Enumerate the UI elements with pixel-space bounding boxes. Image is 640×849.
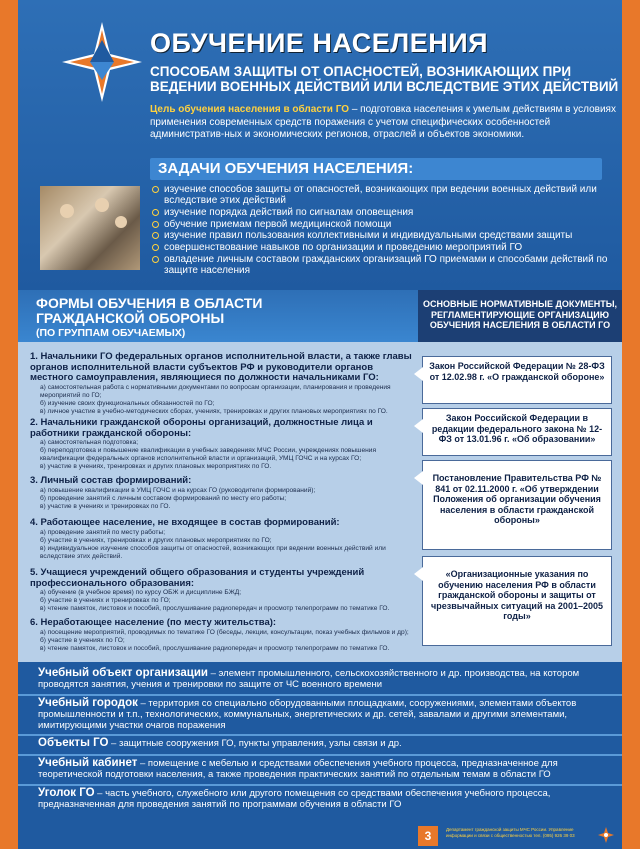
docs-heading: ОСНОВНЫЕ НОРМАТИВНЫЕ ДОКУМЕНТЫ, РЕГЛАМЕНТИРУЮЩИЕ ОРГАНИЗАЦИЮ ОБУЧЕНИЯ НАСЕЛЕНИЯ В ОБЛАСТИ ГО — [418, 290, 622, 342]
tasks-heading: ЗАДАЧИ ОБУЧЕНИЯ НАСЕЛЕНИЯ: — [150, 158, 602, 180]
definition — [38, 668, 608, 690]
form-group-item: в) участие в учениях и тренировках по ГО. — [40, 502, 171, 510]
definition — [38, 758, 608, 780]
form-group-item: б) переподготовка и повышение квалификации в учебных заведениях МЧС России, учреждениях повышения квалификации федеральных органов исполнительной власти и организаций, УМЦ ГОЧС и на курсах ГО; — [40, 447, 377, 462]
mchs-star-emblem-icon — [598, 827, 614, 843]
form-group-item: в) индивидуальное изучение способов защиты от опасностей, возникающих при ведении военных действий или вследствие этих действий. — [40, 544, 386, 560]
definition — [38, 738, 608, 749]
form-group-item: в) чтение памяток, листовок и пособий, прослушивание радиопередач и просмотр телепрограмм по тематике ГО. — [40, 605, 390, 612]
form-group-head: 4. Работающее население, не входящее в состав формирований: — [30, 517, 340, 528]
right-border — [622, 0, 640, 849]
form-group-item: а) самостоятельная подготовка; — [40, 439, 139, 446]
definition-text: – часть учебного, служебного или другого помещения со средствами обеспечения учебного процесса, предназначенная для проведения занятий по программам обучения в области ГО — [38, 788, 551, 810]
form-group-item: а) посещение мероприятий, проводимых по тематике ГО (беседы, лекции, консультации, показ учебных фильмов и др); — [40, 628, 409, 636]
doc-card: Постановление Правительства РФ № 841 от 02.11.2000 г. «Об утверждении Положения об организации обучения населения в области гражданской обороны» — [422, 460, 612, 550]
forms-subtitle: (ПО ГРУППАМ ОБУЧАЕМЫХ) — [36, 327, 186, 339]
form-group-item: б) проведение занятий с личным составом формирований по месту его работы; — [40, 494, 287, 502]
definition-term: Уголок ГО — [38, 787, 95, 799]
doc-card: «Организационные указания по обучению населения РФ в области гражданской обороны и защиты от чрезвычайных ситуаций на 2001–2005 годы» — [422, 556, 612, 646]
form-group-head: 3. Личный состав формирований: — [30, 475, 192, 486]
page-subtitle: СПОСОБАМ ЗАЩИТЫ ОТ ОПАСНОСТЕЙ, ВОЗНИКАЮЩИХ ПРИ ВЕДЕНИИ ВОЕННЫХ ДЕЙСТВИЙ ИЛИ ВСЛЕДСТВИЕ ЭТИХ ДЕЙСТВИЙ — [150, 64, 619, 94]
goal-lead: Цель обучения населения в области ГО — [150, 104, 350, 115]
definition-text: – территория со специально оборудованными площадками, сооружениями, элементами объектов промышленности и т.п., технологических, коммунальных, энергетических и др. сетей, завалами и другими элементами, имитирующими участки очагов поражения — [38, 698, 577, 731]
task-item: изучение порядка действий по сигналам оповещения — [150, 207, 610, 218]
definition-text: – элемент промышленного, сельскохозяйственного и др. производства, на котором проводятся занятия, учения и тренировки по защите от ЧС военного времени — [38, 668, 580, 690]
goal-paragraph — [150, 104, 620, 142]
goal-text: – подготовка населения к умелым действиям в условиях применения современных средств поражения с учетом специфических особенностей административ-ных и экономических регионов, отраслей и объектов экономики. — [150, 104, 616, 140]
form-group — [30, 568, 415, 613]
training-photo — [40, 186, 140, 270]
page-title: ОБУЧЕНИЕ НАСЕЛЕНИЯ — [150, 28, 489, 58]
form-group-head: 2. Начальники гражданской обороны организаций, должностные лица и работники гражданской обороны: — [30, 417, 373, 439]
form-group-item: а) повышение квалификации в УМЦ ГОЧС и на курсах ГО (руководители формирований); — [40, 486, 316, 494]
definition-term: Учебный городок — [38, 697, 138, 709]
form-group-item: а) проведение занятий по месту работы; — [40, 528, 166, 536]
form-group — [30, 418, 415, 471]
definition — [38, 788, 608, 810]
definition-term: Учебный кабинет — [38, 757, 138, 769]
form-group-item: в) чтение памяток, листовок и пособий, прослушивание радиопередач и просмотр телепрограмм по тематике ГО. — [40, 644, 390, 652]
left-border — [0, 0, 18, 849]
definition-term: Учебный объект организации — [38, 667, 208, 679]
task-item: изучение способов защиты от опасностей, возникающих при ведении военных действий или вследствие этих действий — [150, 184, 610, 206]
form-group — [30, 352, 415, 416]
definition-text: – защитные сооружения ГО, пункты управления, узлы связи и др. — [108, 738, 402, 749]
definition — [38, 698, 608, 731]
form-group-item: а) обучение (в учебное время) по курсу ОБЖ и дисциплине БЖД; — [40, 589, 242, 596]
divider — [18, 754, 622, 756]
task-item: совершенствование навыков по организации и проведению мероприятий ГО — [150, 242, 610, 253]
form-group-item: а) самостоятельная работа с нормативными документами по вопросам организации, планирования и проведения мероприятий по ГО; — [40, 383, 391, 399]
form-group-item: в) участие в учениях, тренировках и других плановых мероприятиях по ГО. — [40, 463, 272, 470]
divider — [18, 734, 622, 736]
form-group-item: б) участие в учениях и тренировках по ГО; — [40, 597, 171, 604]
task-item: изучение правил пользования коллективными и индивидуальными средствами защиты — [150, 230, 610, 241]
doc-card: Закон Российской Федерации № 28-ФЗ от 12.02.98 г. «О гражданской обороне» — [422, 356, 612, 404]
form-group — [30, 518, 415, 561]
task-item: овладение личным составом гражданских организаций ГО приемами и способами действий по защите населения — [150, 254, 610, 276]
form-group-item: б) участие в учениях, тренировках и других плановых мероприятиях по ГО; — [40, 536, 272, 544]
divider — [18, 784, 622, 786]
definition-text: – помещение с мебелью и средствами обеспечения учебного процесса, предназначенное для теоретической подготовки населения, а также проведения практических занятий по отдельным темам в области ГО — [38, 758, 558, 780]
doc-card: Закон Российской Федерации в редакции федерального закона № 12-ФЗ от 13.01.96 г. «Об образовании» — [422, 408, 612, 456]
mchs-star-emblem-icon — [62, 22, 142, 102]
form-group-head: 1. Начальники ГО федеральных органов исполнительной власти, а также главы органов исполнительной власти субъектов РФ и руководители органов местного самоуправления, являющиеся по должности начальниками ГО: — [30, 351, 412, 383]
form-group — [30, 618, 415, 653]
form-group-item: б) изучение своих функциональных обязанностей по ГО; — [40, 399, 215, 407]
footer-note: Департамент гражданской защиты МЧС России. Управление информации и связи с общественностью тел. (095) 926 39 03 — [446, 827, 575, 838]
form-group-item: в) личное участие в учебно-методических сборах, учениях, тренировках и других плановых мероприятиях по ГО. — [40, 407, 388, 415]
form-group-item: б) участие в учениях по ГО; — [40, 636, 125, 644]
page-number: 3 — [418, 826, 438, 846]
form-group-head: 6. Неработающее население (по месту жительства): — [30, 617, 277, 628]
forms-title: ФОРМЫ ОБУЧЕНИЯ В ОБЛАСТИ ГРАЖДАНСКОЙ ОБОРОНЫ — [36, 295, 263, 326]
divider — [18, 694, 622, 696]
tasks-list — [150, 184, 610, 277]
form-group — [30, 476, 415, 511]
form-group-head: 5. Учащиеся учреждений общего образования и студенты учреждений профессионального образования: — [30, 567, 365, 589]
task-item: обучение приемам первой медицинской помощи — [150, 219, 610, 230]
definition-term: Объекты ГО — [38, 737, 109, 749]
forms-heading-box — [18, 290, 418, 342]
